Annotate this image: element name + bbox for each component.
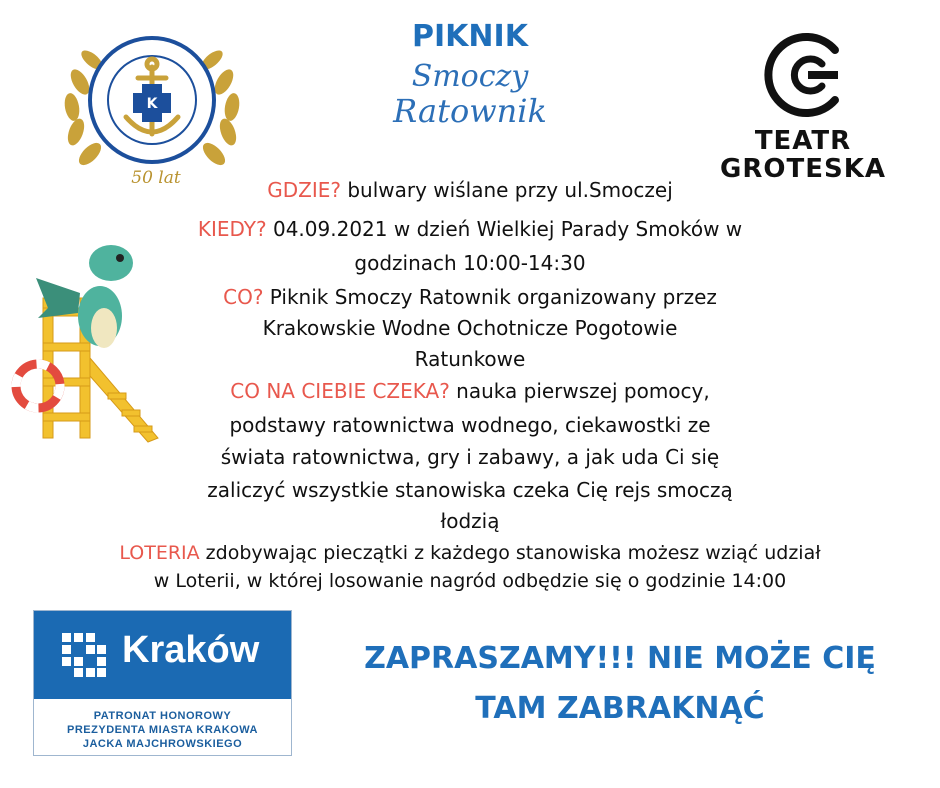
krakow-wordmark: Kraków bbox=[122, 629, 260, 671]
czeka-line-3: świata ratownictwa, gry i zabawy, a jak uda Ci się bbox=[220, 445, 720, 469]
kiedy-label: KIEDY? bbox=[197, 217, 267, 241]
czeka-line-2: podstawy ratownictwa wodnego, ciekawostki ze bbox=[229, 413, 711, 437]
co-text: Piknik Smoczy Ratownik organizowany przez bbox=[263, 285, 717, 309]
groteska-mark-icon bbox=[740, 30, 870, 125]
patronat-line-2: PREZYDENTA MIASTA KRAKOWA bbox=[67, 724, 258, 736]
loteria-line-2: w Loterii, w której losowanie nagród odbędzie się o godzinie 14:00 bbox=[153, 570, 787, 592]
teatr-groteska-logo bbox=[740, 30, 870, 125]
page-title: PIKNIK bbox=[412, 19, 528, 54]
czeka-label: CO NA CIEBIE CZEKA? bbox=[230, 379, 450, 403]
kiedy-line bbox=[0, 214, 940, 244]
loteria-text: zdobywając pieczątki z każdego stanowiska możesz wziąć udział bbox=[199, 542, 821, 564]
krakow-banner bbox=[34, 611, 291, 699]
patronat-line-3: JACKA MAJCHROWSKIEGO bbox=[82, 738, 243, 750]
co-line-2: Krakowskie Wodne Ochotnicze Pogotowie bbox=[262, 316, 678, 340]
kiedy-text: 04.09.2021 w dzień Wielkiej Parady Smoków w bbox=[266, 217, 743, 241]
co-label: CO? bbox=[223, 285, 264, 309]
co-line-3: Ratunkowe bbox=[414, 347, 526, 371]
krakow-patronage-logo bbox=[33, 610, 292, 756]
czeka-text: nauka pierwszej pomocy, bbox=[449, 379, 710, 403]
czeka-line-4: zaliczyć wszystkie stanowiska czeka Cię rejs smoczą bbox=[207, 478, 733, 502]
kiedy-line-2: godzinach 10:00-14:30 bbox=[354, 251, 586, 275]
invitation-line-1: ZAPRASZAMY!!! NIE MOŻE CIĘ bbox=[364, 641, 876, 676]
czeka-line-5: łodzią bbox=[440, 509, 500, 533]
co-line bbox=[0, 282, 940, 312]
invitation-line-2: TAM ZABRAKNĄĆ bbox=[475, 691, 765, 726]
wopr-years-label: 50 lat bbox=[131, 168, 181, 188]
loteria-label: LOTERIA bbox=[119, 542, 200, 564]
subtitle-line-2: Ratownik bbox=[393, 92, 547, 130]
loteria-line bbox=[0, 538, 940, 568]
groteska-label: GROTESKA bbox=[720, 154, 886, 184]
gdzie-label: GDZIE? bbox=[267, 178, 341, 202]
czeka-line bbox=[0, 376, 940, 406]
gdzie-text: bulwary wiślane przy ul.Smoczej bbox=[340, 178, 673, 202]
subtitle-line-1: Smoczy bbox=[411, 59, 529, 94]
patronat-line-1: PATRONAT HONOROWY bbox=[93, 710, 232, 722]
teatr-label: TEATR bbox=[754, 126, 852, 156]
krakow-emblem-icon bbox=[62, 633, 106, 677]
svg-text:K: K bbox=[146, 96, 158, 112]
gdzie-line bbox=[0, 175, 940, 205]
